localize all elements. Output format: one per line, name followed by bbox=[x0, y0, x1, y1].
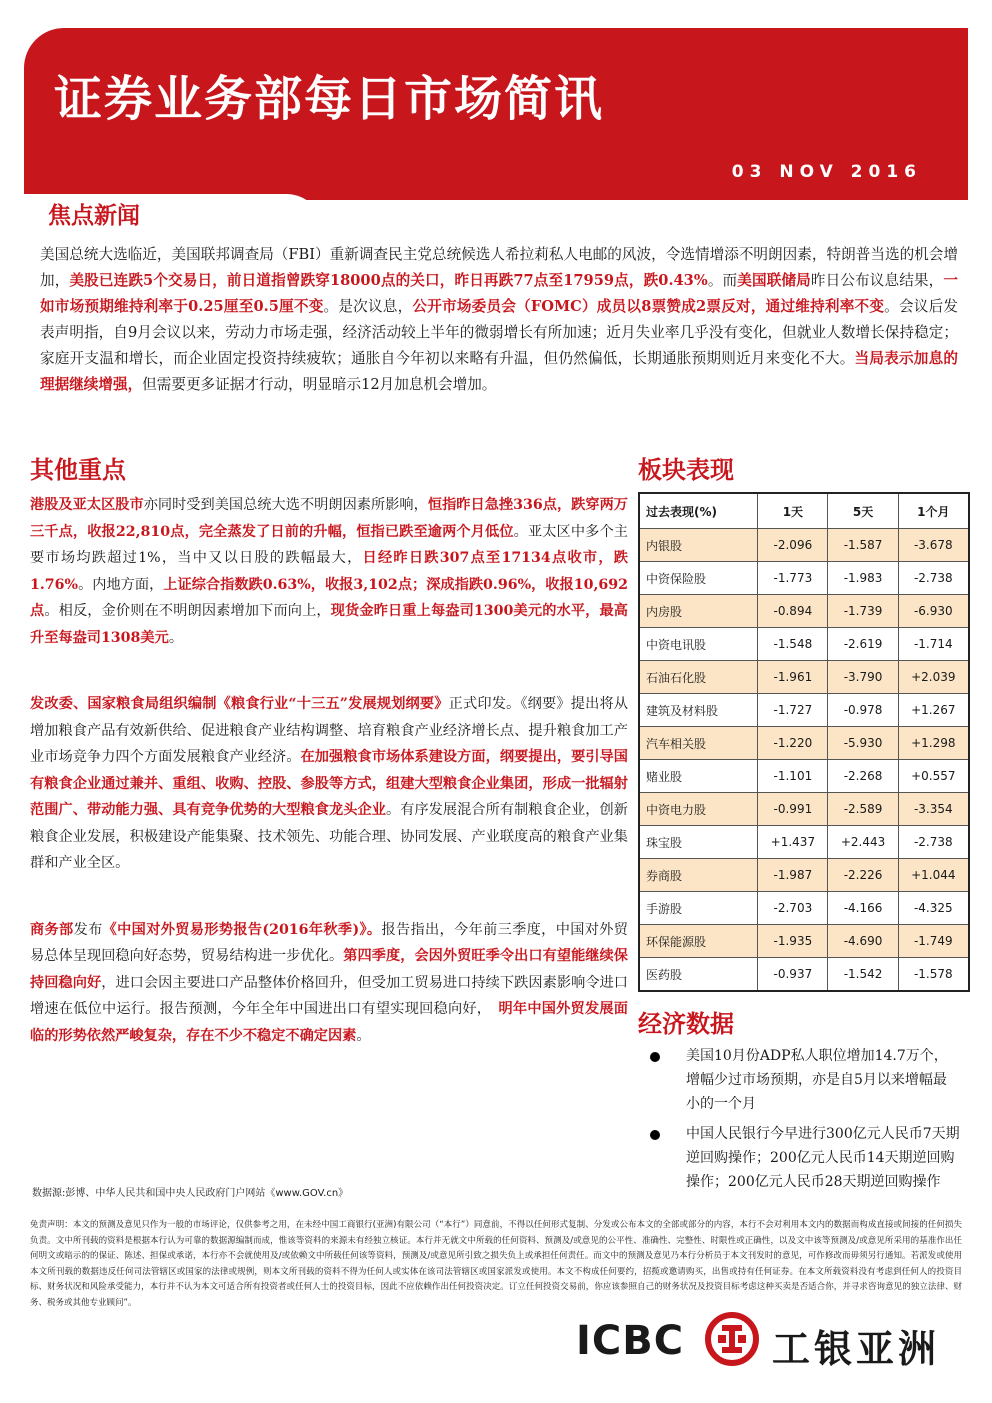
highlighted-text: 在加强粮食市场体系建设方面，纲要提出，要引导国有粮食企业通过兼并、重组、收购、控股、参股等方式，组建大型粮食企业集团，形成一批辐射范围广、带动能力强、具有竞争优势的大型粮食龙头企业 bbox=[30, 749, 628, 818]
column-header-1month: 1个月 bbox=[898, 493, 969, 529]
value-1month-cell: +1.267 bbox=[898, 694, 969, 727]
table-row bbox=[639, 694, 969, 727]
value-5day-cell: -2.589 bbox=[828, 793, 898, 826]
table-row bbox=[639, 595, 969, 628]
highlighted-text: 上证综合指数跌0.63%，收报3,102点；深成指跌0.96%，收报10,692点 bbox=[30, 576, 628, 619]
list-item bbox=[640, 1044, 960, 1116]
economic-data-text: 美国10月份ADP私人职位增加14.7万个，增幅少过市场预期，亦是自5月以来增幅最小的一个月 bbox=[686, 1048, 948, 1112]
body-text: 。 bbox=[356, 1027, 371, 1044]
value-5day-cell: -3.790 bbox=[828, 661, 898, 694]
highlight-paragraph bbox=[30, 691, 628, 877]
sector-name-cell: 石油石化股 bbox=[639, 661, 758, 694]
value-1month-cell: -3.678 bbox=[898, 529, 969, 562]
body-text: 。有序发展混合所有制粮食企业，创新粮食企业发展，积极建设产能集聚、技术领先、功能合理、协同发展、产业联度高的粮食产业集群和产业全区。 bbox=[30, 802, 628, 871]
sector-name-cell: 中资电讯股 bbox=[639, 628, 758, 661]
value-1month-cell: -4.325 bbox=[898, 892, 969, 925]
value-1day-cell: -0.937 bbox=[758, 958, 828, 992]
value-1day-cell: +1.437 bbox=[758, 826, 828, 859]
body-text: 。 bbox=[168, 629, 184, 646]
body-text: 昨日公布议息结果， bbox=[810, 272, 944, 289]
value-5day-cell: -2.226 bbox=[828, 859, 898, 892]
sector-name-cell: 中资保险股 bbox=[639, 562, 758, 595]
sector-name-cell: 内银股 bbox=[639, 529, 758, 562]
report-date: 03 NOV 2016 bbox=[731, 162, 922, 182]
body-text: 亦同时受到美国总统大选不明朗因素所影响， bbox=[143, 497, 428, 513]
value-5day-cell: -0.978 bbox=[828, 694, 898, 727]
value-5day-cell: -1.542 bbox=[828, 958, 898, 992]
highlighted-text: 一如市场预期维持利率于0.25厘至0.5厘不变 bbox=[40, 272, 958, 315]
highlighted-text: 当局表示加息的理据继续增强， bbox=[40, 350, 958, 393]
value-1day-cell: -0.894 bbox=[758, 595, 828, 628]
table-row bbox=[639, 661, 969, 694]
value-1day-cell: -1.220 bbox=[758, 727, 828, 760]
value-5day-cell: -1.739 bbox=[828, 595, 898, 628]
value-1month-cell: -3.354 bbox=[898, 793, 969, 826]
body-text: 。内地方面， bbox=[78, 576, 164, 593]
value-1day-cell: -1.727 bbox=[758, 694, 828, 727]
value-1month-cell: -1.714 bbox=[898, 628, 969, 661]
sector-name-cell: 中资电力股 bbox=[639, 793, 758, 826]
economic-data-heading: 经济数据 bbox=[638, 1010, 734, 1038]
body-text: 报告指出，今年前三季度，中国对外贸易总体呈现回稳向好态势，贸易结构进一步优化。 bbox=[30, 921, 628, 964]
focus-news-heading: 焦点新闻 bbox=[48, 203, 140, 229]
value-1month-cell: -2.738 bbox=[898, 562, 969, 595]
column-header-1day: 1天 bbox=[758, 493, 828, 529]
body-text: 。相反，金价则在不明朗因素增加下而向上， bbox=[44, 603, 331, 619]
focus-news-paragraph bbox=[40, 242, 958, 398]
body-text: ，进口会因主要进口产品整体价格回升，但受加工贸易进口持续下跌因素影响令进口增速在低位中运行。报告预测，今年全年中国进出口有望实现回稳向好， bbox=[30, 974, 628, 1017]
value-5day-cell: -2.619 bbox=[828, 628, 898, 661]
value-5day-cell: -2.268 bbox=[828, 760, 898, 793]
highlighted-text: 日经昨日跌307点至17134点收市，跌1.76% bbox=[30, 550, 628, 593]
body-text: 美国总统大选临近，美国联邦调查局（FBI）重新调查民主党总统候选人希拉莉私人电邮的风波，令选情增添不明朗因素，特朗普当选的机会增加， bbox=[40, 246, 958, 289]
icbc-logo-text: ICBC bbox=[576, 1318, 685, 1364]
table-row bbox=[639, 892, 969, 925]
value-1month-cell: +2.039 bbox=[898, 661, 969, 694]
highlighted-text: 明年中国外贸发展面临的形势依然严峻复杂，存在不少不稳定不确定因素 bbox=[30, 1001, 628, 1044]
value-5day-cell: -1.983 bbox=[828, 562, 898, 595]
table-row bbox=[639, 760, 969, 793]
highlighted-text: 美国联储局 bbox=[737, 272, 811, 289]
table-row bbox=[639, 727, 969, 760]
sector-name-cell: 内房股 bbox=[639, 595, 758, 628]
table-header-row bbox=[639, 493, 969, 529]
sector-name-cell: 医药股 bbox=[639, 958, 758, 992]
body-text: 。而 bbox=[707, 272, 738, 289]
bullet-icon bbox=[650, 1130, 660, 1140]
value-5day-cell: +2.443 bbox=[828, 826, 898, 859]
other-highlights-section bbox=[30, 492, 628, 1089]
value-1day-cell: -1.548 bbox=[758, 628, 828, 661]
highlighted-text: 第四季度，会因外贸旺季令出口有望能继续保持回稳向好 bbox=[30, 948, 628, 991]
highlighted-text: 《中国对外贸易形势报告(2016年秋季)》。 bbox=[102, 921, 382, 938]
data-source-note: 数据源:彭博、中华人民共和国中央人民政府门户网站《www.GOV.cn》 bbox=[32, 1188, 349, 1199]
sector-name-cell: 珠宝股 bbox=[639, 826, 758, 859]
body-text: 但需要更多证据才行动，明显暗示12月加息机会增加。 bbox=[142, 376, 497, 393]
value-1month-cell: -6.930 bbox=[898, 595, 969, 628]
value-1day-cell: -1.987 bbox=[758, 859, 828, 892]
list-item bbox=[640, 1122, 960, 1194]
sector-performance-heading: 板块表现 bbox=[638, 456, 734, 484]
value-1day-cell: -0.991 bbox=[758, 793, 828, 826]
body-text: 。会议后发表声明指，自9月会议以来，劳动力市场走强，经济活动较上半年的微弱增长有所加速；近月失业率几乎没有变化，但就业人数增长保持稳定；家庭开支温和增长，而企业固定投资持续疲软；通胀自今年初以来略有升温，但仍然偏低，长期通胀预期则近月来变化不大。 bbox=[40, 298, 958, 367]
column-header-period: 过去表现(%) bbox=[639, 493, 758, 529]
disclaimer-text: 免责声明：本文的预测及意见只作为一般的市场评论，仅供参考之用，在未经中国工商银行(亚洲)有限公司（“本行”）同意前，不得以任何形式复制、分发或公布本文的全部或部分的内容，本行不会对利用本文内的数据而构成直接或间接的任何损失负责。文中所刊载的资料是根据本行认为可靠的数据源编制而成，惟该等资料的来源未有经独立核证。本行并无就文中所载的任何资料、预测及/或意见的公平性、准确性、完整性、时限性或正确性，以及文中该等预测及/或意见所采用的基准作出任何明文或暗示的的保证、陈述、担保或承诺，本行亦不会就使用及/或依赖文中所载任何该等资料，预测及/或意见所引致之损失负上或承担任何责任。而文中的预测及意见乃本行分析员于本文刊发时的意见，可作修改而毋须另行通知。若派发或使用本文所刊载的数据违反任何司法管辖区或国家的法律或规例，则本文所刊载的资料不得为任何人或实体在该司法管辖区或国家派发或使用。本文不构成任何要约，招揽或邀请购买，出售或持有任何证券。在本文所载资料没有考虑到任何人的投资目标、财务状况和风险承受能力，本行并不认为本文可适合所有投资者或任何人士的投资目标，因此不应依赖作出任何投资决定。订立任何投资交易前，你应该参照自己的财务状况及投资目标考虑这种买卖是否适合你，并寻求咨询意见的独立法律、财务、税务或其他专业顾问”。 bbox=[30, 1220, 962, 1308]
body-text: 。是次议息， bbox=[323, 298, 413, 315]
value-1day-cell: -2.096 bbox=[758, 529, 828, 562]
value-5day-cell: -5.930 bbox=[828, 727, 898, 760]
icbc-asia-logo-text: 工银亚洲 bbox=[772, 1327, 941, 1371]
highlighted-text: 公开市场委员会（FOMC）成员以8票赞成2票反对，通过维持利率不变 bbox=[412, 298, 885, 315]
table-row bbox=[639, 793, 969, 826]
value-5day-cell: -1.587 bbox=[828, 529, 898, 562]
highlighted-text: 发改委、国家粮食局组织编制《粮食行业“十三五”发展规划纲要》 bbox=[30, 696, 449, 712]
sector-name-cell: 环保能源股 bbox=[639, 925, 758, 958]
value-1day-cell: -1.961 bbox=[758, 661, 828, 694]
value-1month-cell: -1.749 bbox=[898, 925, 969, 958]
other-highlights-heading: 其他重点 bbox=[30, 456, 126, 484]
economic-data-text: 中国人民银行今早进行300亿元人民币7天期逆回购操作；200亿元人民币14天期逆回购操作；200亿元人民币28天期逆回购操作 bbox=[686, 1126, 960, 1190]
sector-name-cell: 手游股 bbox=[639, 892, 758, 925]
sector-name-cell: 券商股 bbox=[639, 859, 758, 892]
column-header-5day: 5天 bbox=[828, 493, 898, 529]
value-5day-cell: -4.166 bbox=[828, 892, 898, 925]
icbc-emblem-icon bbox=[704, 1311, 760, 1367]
value-1month-cell: +0.557 bbox=[898, 760, 969, 793]
highlighted-text: 商务部 bbox=[30, 921, 74, 938]
value-1day-cell: -1.935 bbox=[758, 925, 828, 958]
highlight-paragraph bbox=[30, 492, 628, 651]
sector-performance-table bbox=[638, 492, 970, 992]
value-1month-cell: -2.738 bbox=[898, 826, 969, 859]
table-row bbox=[639, 529, 969, 562]
table-row bbox=[639, 562, 969, 595]
value-1day-cell: -1.101 bbox=[758, 760, 828, 793]
economic-data-list bbox=[640, 1044, 960, 1200]
table-row bbox=[639, 925, 969, 958]
value-1month-cell: +1.298 bbox=[898, 727, 969, 760]
value-1day-cell: -2.703 bbox=[758, 892, 828, 925]
body-text: 发布 bbox=[73, 921, 103, 938]
sector-name-cell: 建筑及材料股 bbox=[639, 694, 758, 727]
value-1month-cell: +1.044 bbox=[898, 859, 969, 892]
table-row bbox=[639, 628, 969, 661]
value-1day-cell: -1.773 bbox=[758, 562, 828, 595]
value-1month-cell: -1.578 bbox=[898, 958, 969, 992]
value-5day-cell: -4.690 bbox=[828, 925, 898, 958]
table-row bbox=[639, 826, 969, 859]
bullet-icon bbox=[650, 1052, 660, 1062]
body-text: 正式印发。《纲要》提出将从增加粮食产品有效新供给、促进粮食产业结构调整、培育粮食产业经济增长点、提升粮食加工产业市场竞争力四个方面发展粮食产业经济。 bbox=[30, 696, 629, 765]
page-title: 证券业务部每日市场简讯 bbox=[54, 71, 605, 127]
highlighted-text: 现货金昨日重上每盎司1300美元的水平，最高升至每盎司1308美元 bbox=[30, 603, 628, 646]
table-row bbox=[639, 859, 969, 892]
body-text: 。亚太区中多个主要市场均跌超过1%，当中又以日股的跌幅最大， bbox=[30, 523, 628, 566]
sector-name-cell: 汽车相关股 bbox=[639, 727, 758, 760]
highlighted-text: 美股已连跌5个交易日，前日道指曾跌穿18000点的关口，昨日再跌77点至17959点，跌0.43% bbox=[69, 272, 708, 289]
highlighted-text: 恒指昨日急挫336点，跌穿两万三千点，收报22,810点，完全蒸发了日前的升幅，恒指已跌至逾两个月低位 bbox=[30, 497, 628, 540]
table-row bbox=[639, 958, 969, 992]
sector-name-cell: 赌业股 bbox=[639, 760, 758, 793]
highlighted-text: 港股及亚太区股市 bbox=[30, 497, 144, 513]
highlight-paragraph bbox=[30, 917, 628, 1050]
